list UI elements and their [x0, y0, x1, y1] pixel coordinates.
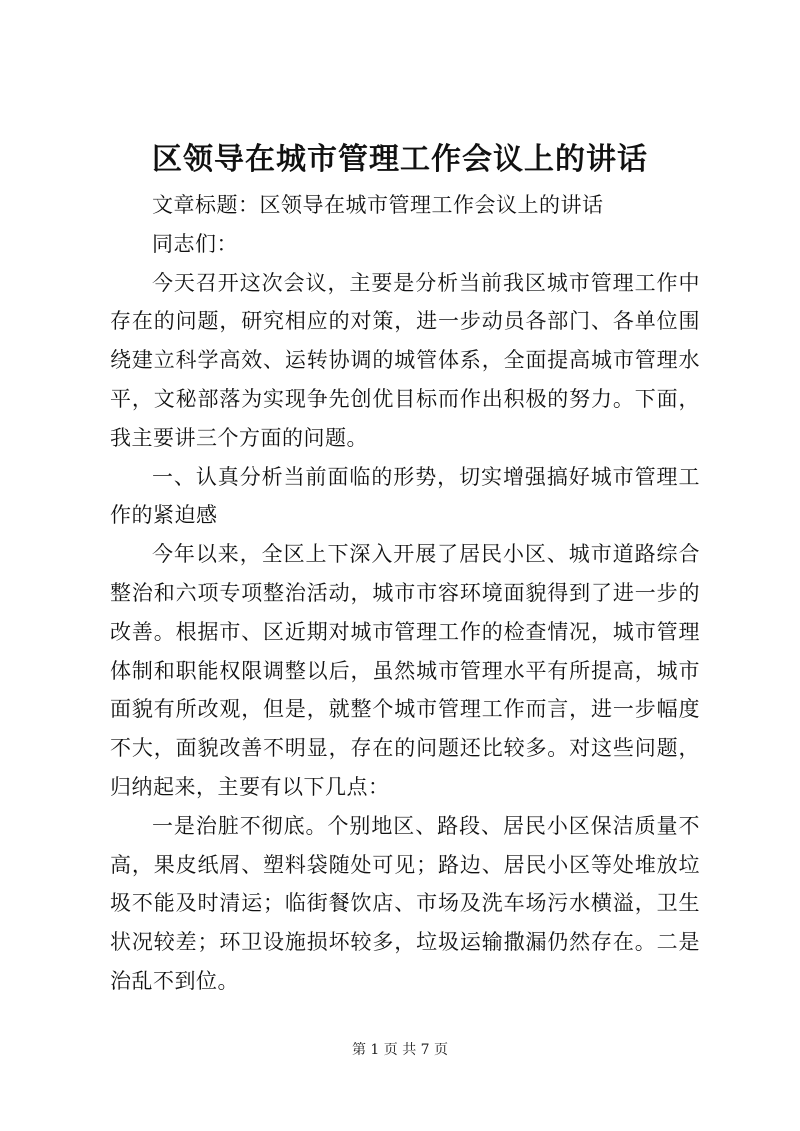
paragraph-section-heading: 一、认真分析当前面临的形势，切实增强搞好城市管理工作的紧迫感 — [110, 464, 700, 528]
document-title: 区领导在城市管理工作会议上的讲话 — [152, 142, 648, 177]
page-footer: 第 1 页 共 7 页 — [351, 1042, 449, 1058]
paragraph-intro: 今天召开这次会议，主要是分析当前我区城市管理工作中存在的问题，研究相应的对策，进一步动员各部门、各单位围绕建立科学高效、运转协调的城管体系，全面提高城市管理水平，文秘部落为实现争先创优目标而作出积极的努力。下面，我主要讲三个方面的问题。 — [110, 270, 700, 450]
paragraph-salutation: 同志们： — [152, 231, 238, 256]
paragraph-situation: 今年以来，全区上下深入开展了居民小区、城市道路综合整治和六项专项整治活动，城市市容环境面貌得到了进一步的改善。根据市、区近期对城市管理工作的检查情况，城市管理体制和职能权限调整以后，虽然城市管理水平有所提高，城市面貌有所改观，但是，就整个城市管理工作而言，进一步幅度不大，面貌改善不明显，存在的问题还比较多。对这些问题，归纳起来，主要有以下几点： — [110, 542, 700, 799]
paragraph-article-title: 文章标题：区领导在城市管理工作会议上的讲话 — [152, 193, 604, 217]
document-body — [110, 186, 700, 1001]
paragraph-issues: 一是治脏不彻底。个别地区、路段、居民小区保洁质量不高，果皮纸屑、塑料袋随处可见；路边、居民小区等处堆放垃圾不能及时清运；临街餐饮店、市场及洗车场污水横溢，卫生状况较差；环卫设施损坏较多，垃圾运输撒漏仍然存在。二是治乱不到位。 — [110, 813, 700, 993]
